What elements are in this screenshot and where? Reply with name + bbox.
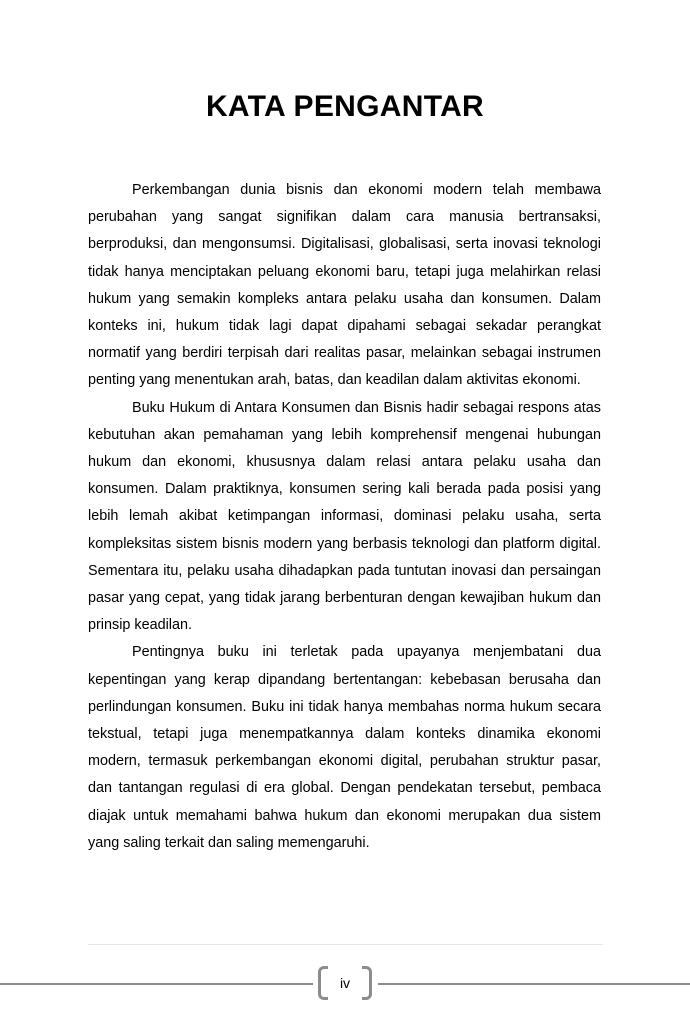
content-divider bbox=[88, 944, 603, 945]
right-bracket-icon bbox=[362, 966, 372, 1000]
paragraph-1: Perkembangan dunia bisnis dan ekonomi modern telah membawa perubahan yang sangat signifikan dalam cara manusia bertransaksi, berproduksi, dan mengonsumsi. Digitalisasi, globalisasi, serta inovasi teknologi tidak hanya menciptakan peluang ekonomi baru, tetapi juga melahirkan relasi hukum yang semakin kompleks antara pelaku usaha dan konsumen. Dalam konteks ini, hukum tidak lagi dapat dipahami sebagai sekadar perangkat normatif yang berdiri terpisah dari realitas pasar, melainkan sebagai instrumen penting yang menentukan arah, batas, dan keadilan dalam aktivitas ekonomi. bbox=[88, 182, 601, 389]
paragraph-2: Buku Hukum di Antara Konsumen dan Bisnis hadir sebagai respons atas kebutuhan akan pemahaman yang lebih komprehensif mengenai hubungan hukum dan ekonomi, khususnya dalam relasi antara pelaku usaha dan konsumen. Dalam praktiknya, konsumen sering kali berada pada posisi yang lebih lemah akibat ketimpangan informasi, dominasi pelaku usaha, serta kompleksitas sistem bisnis modern yang berbasis teknologi dan platform digital. Sementara itu, pelaku usaha dihadapkan pada tuntutan inovasi dan persaingan pasar yang cepat, yang tidak jarang berbenturan dengan kewajiban hukum dan prinsip keadilan. bbox=[88, 399, 601, 634]
paragraph-3: Pentingnya buku ini terletak pada upayanya menjembatani dua kepentingan yang kerap dipandang bertentangan: kebebasan berusaha dan perlindungan konsumen. Buku ini tidak hanya membahas norma hukum secara tekstual, tetapi juga menempatkannya dalam konteks dinamika ekonomi modern, termasuk perkembangan ekonomi digital, perubahan struktur pasar, dan tantangan regulasi di era global. Dengan pendekatan tersebut, pembaca diajak untuk memahami bahwa hukum dan ekonomi merupakan dua sistem yang saling terkait dan saling memengaruhi. bbox=[88, 644, 601, 851]
page-title: KATA PENGANTAR bbox=[205, 90, 485, 123]
left-bracket-icon bbox=[318, 966, 328, 1000]
body-text bbox=[88, 177, 601, 857]
footer-rule-right bbox=[378, 983, 690, 985]
page-number: iv bbox=[339, 975, 351, 991]
footer-rule-left bbox=[0, 983, 313, 985]
